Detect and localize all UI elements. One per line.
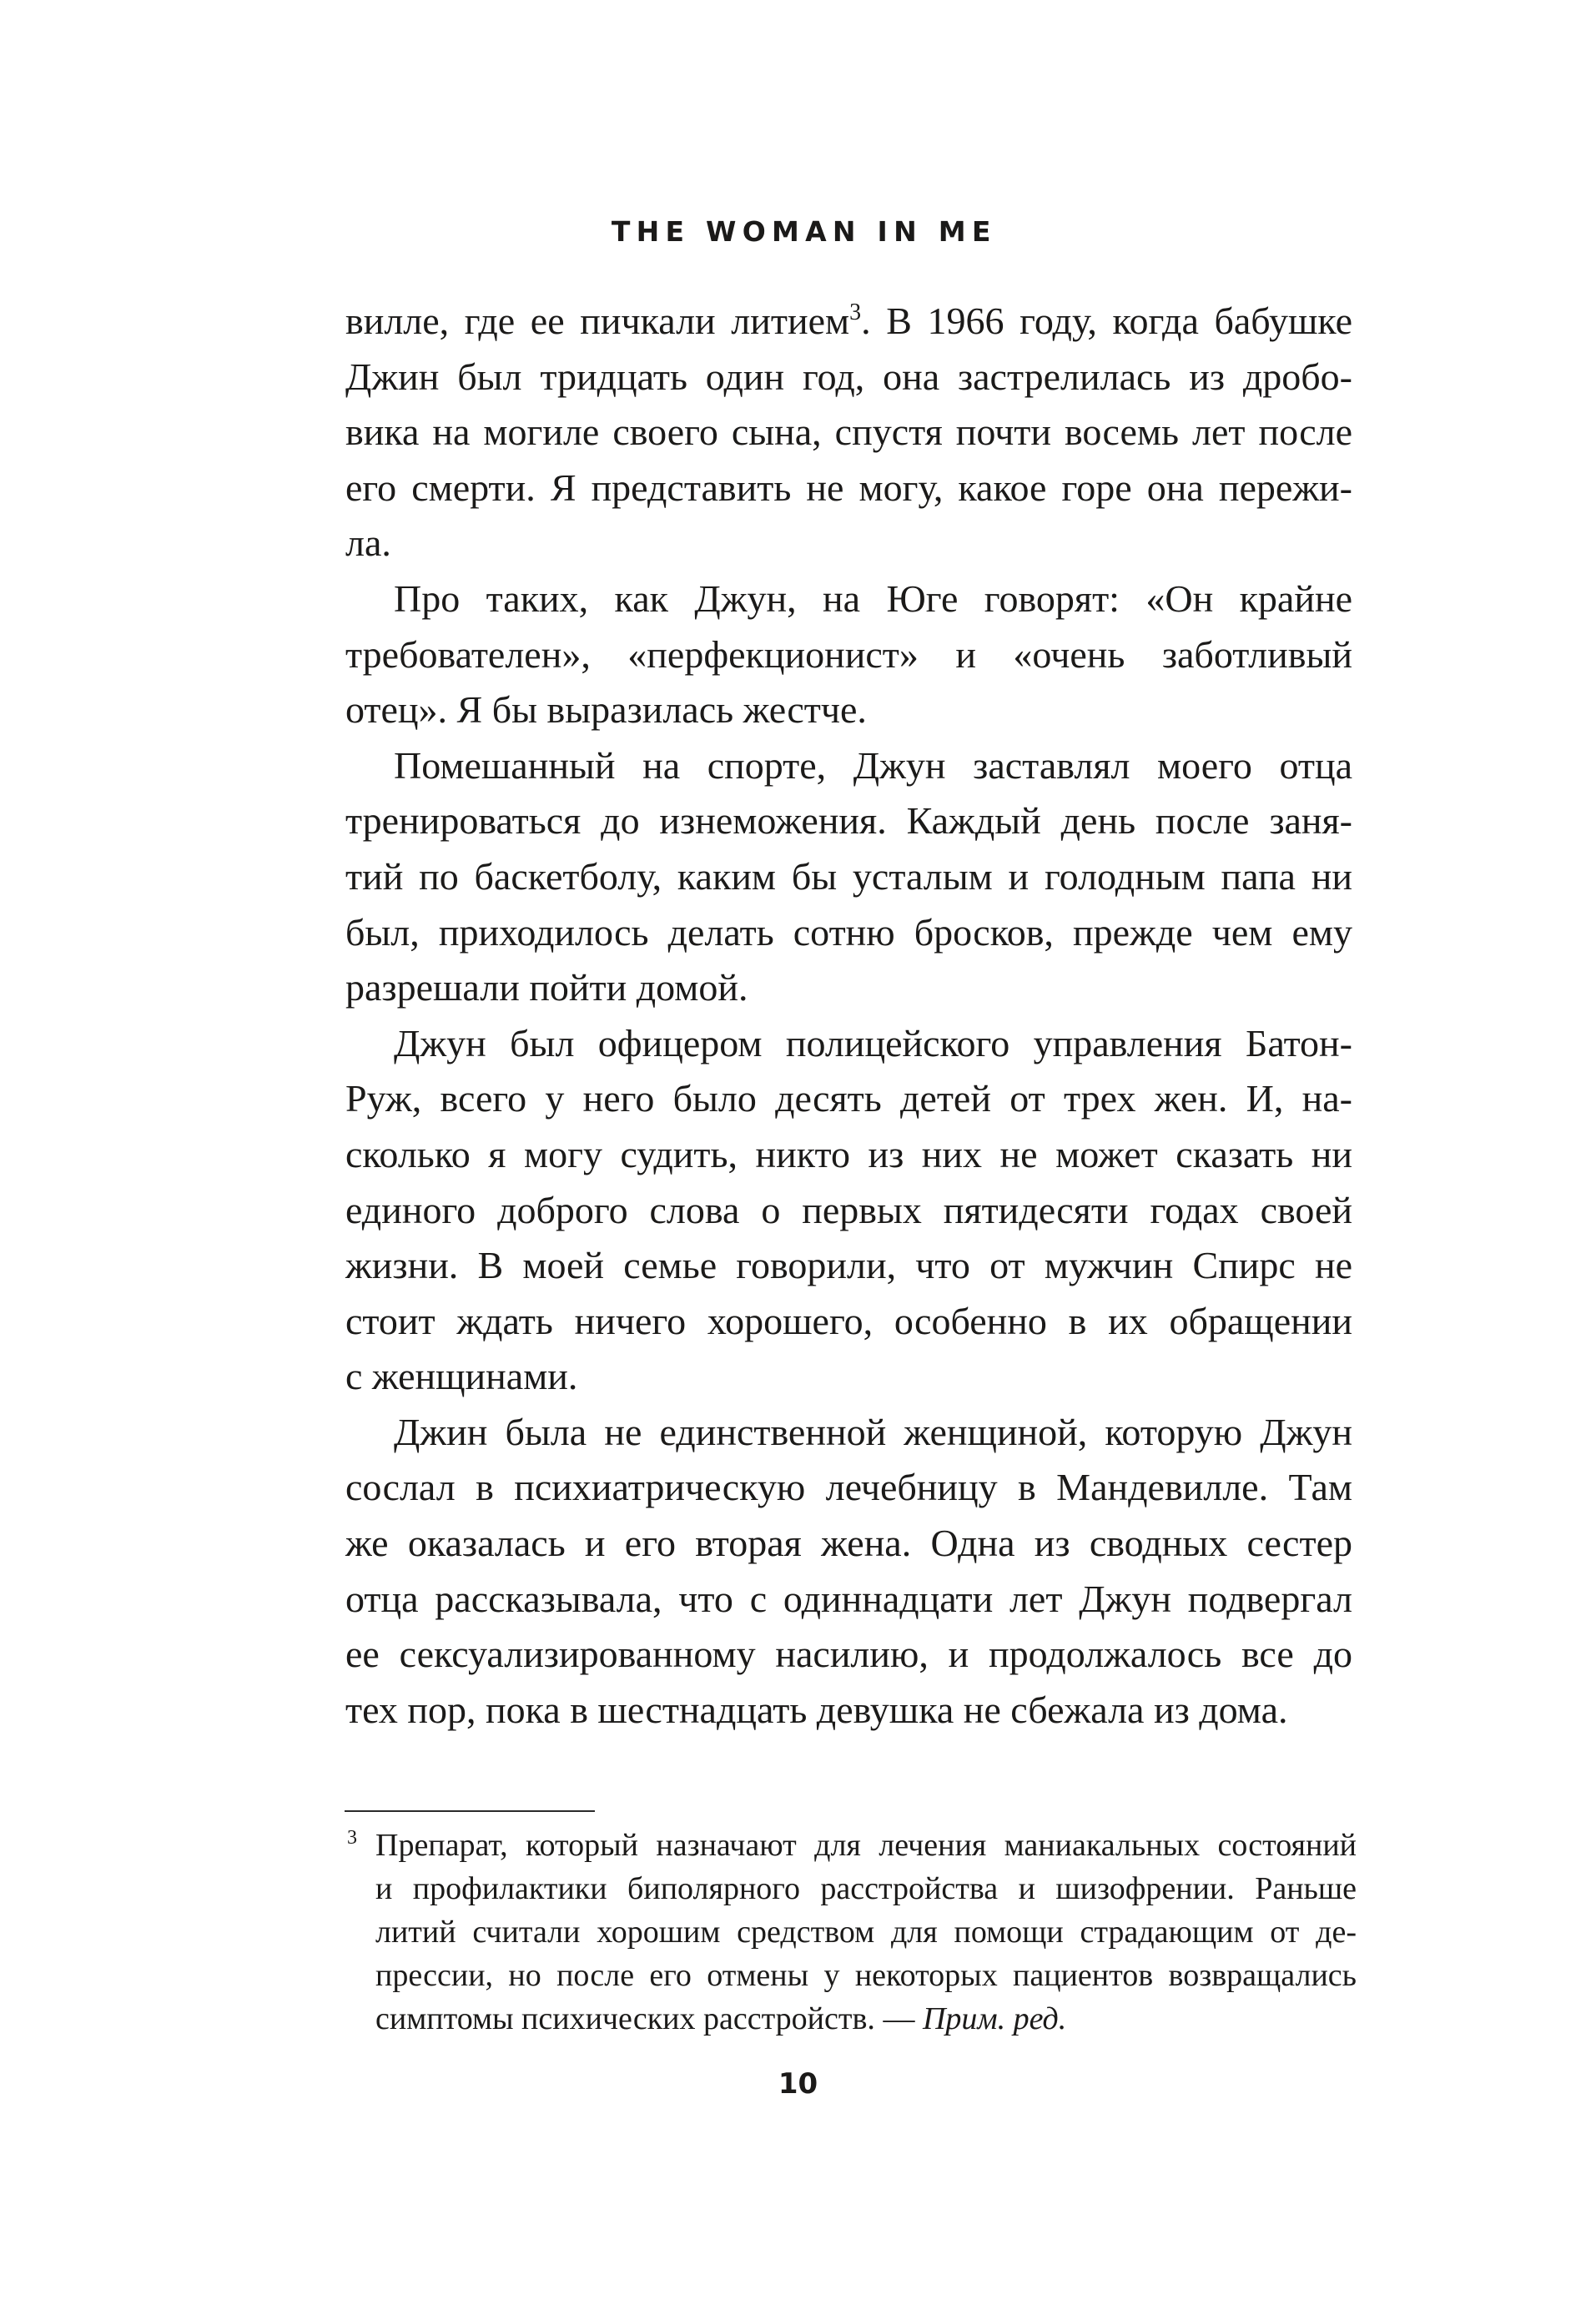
paragraph (345, 1016, 1352, 1405)
footnote-line: и профилактики биполярного расстройства и шизофрении. Раньше (375, 1871, 1357, 1906)
page-number: 10 (778, 2067, 818, 2101)
footnote-marker: 3 (347, 1827, 357, 1849)
text-line: жизни. В моей семье говорили, что от мужчин Спирс не (345, 1244, 1352, 1287)
text-line: Про таких, как Джун, на Юге говорят: «Он крайне (394, 576, 1352, 620)
text-line: стоит ждать ничего хорошего, особенно в их обращении (345, 1299, 1352, 1342)
text-line: отец». Я бы выразилась жестче. (345, 688, 867, 732)
text-line: требователен», «перфекционист» и «очень заботливый (345, 632, 1352, 676)
text-line: Джин был тридцать один год, она застрелилась из дробо- (345, 355, 1352, 398)
text-line: тех пор, пока в шестнадцать девушка не сбежала из дома. (345, 1688, 1288, 1731)
footnote-line: симптомы психических расстройств. — Прим. ред. (375, 2001, 1067, 2036)
text-line: же оказалась и его вторая жена. Одна из сводных сестер (345, 1522, 1352, 1565)
footnote-line: Препарат, который назначают для лечения маниакальных состояний (375, 1828, 1357, 1863)
paragraph (345, 1405, 1352, 1739)
text-line: сколько я могу судить, никто из них не может сказать ни (345, 1132, 1352, 1175)
text-line: вика на могиле своего сына, спустя почти восемь лет после (345, 410, 1352, 454)
text-line: ее сексуализированному насилию, и продолжалось все до (345, 1633, 1352, 1676)
text-line: вилле, где ее пичкали литием$^3$. В 1966 году, когда бабушке (345, 299, 1352, 342)
footnote-reference[interactable]: 3 (849, 299, 862, 325)
text-line: Помешанный на спорте, Джун заставлял моего отца (394, 743, 1352, 787)
text-line: Джин была не единственной женщиной, которую Джун (394, 1410, 1352, 1453)
paragraph (345, 738, 1352, 1016)
footnote-line: прессии, но после его отмены у некоторых пациентов возвращались (375, 1958, 1357, 1993)
footnote-line: литий считали хорошим средством для помощи страдающим от де- (375, 1915, 1357, 1950)
text-line: Руж, всего у него было десять детей от трех жен. И, на- (345, 1077, 1352, 1120)
footnote (345, 1824, 1357, 2041)
body-text (345, 294, 1352, 1738)
text-line: отца рассказывала, что с одиннадцати лет Джун подвергал (345, 1577, 1352, 1620)
text-line: сослал в психиатрическую лечебницу в Мандевилле. Там (345, 1466, 1352, 1509)
paragraph (345, 571, 1352, 738)
text-line: его смерти. Я представить не могу, какое горе она пережи- (345, 466, 1352, 509)
text-line: единого доброго слова о первых пятидесяти годах своей (345, 1188, 1352, 1231)
footnote-separator (345, 1810, 595, 1812)
paragraph (345, 294, 1352, 571)
text-line: Джун был офицером полицейского управления Батон- (394, 1021, 1352, 1064)
footnote-attribution: Прим. ред. (922, 2001, 1067, 2036)
text-line: разрешали пойти домой. (345, 966, 748, 1009)
text-line: тренироваться до изнеможения. Каждый день после заня- (345, 799, 1352, 843)
footnote-text (375, 1824, 1357, 2041)
running-head: THE WOMAN IN ME (611, 215, 997, 248)
text-line: был, приходилось делать сотню бросков, прежде чем ему (345, 910, 1352, 954)
text-line: тий по баскетболу, каким бы усталым и голодным папа ни (345, 854, 1352, 898)
text-line: с женщинами. (345, 1355, 578, 1398)
text-line: ла. (345, 521, 391, 565)
